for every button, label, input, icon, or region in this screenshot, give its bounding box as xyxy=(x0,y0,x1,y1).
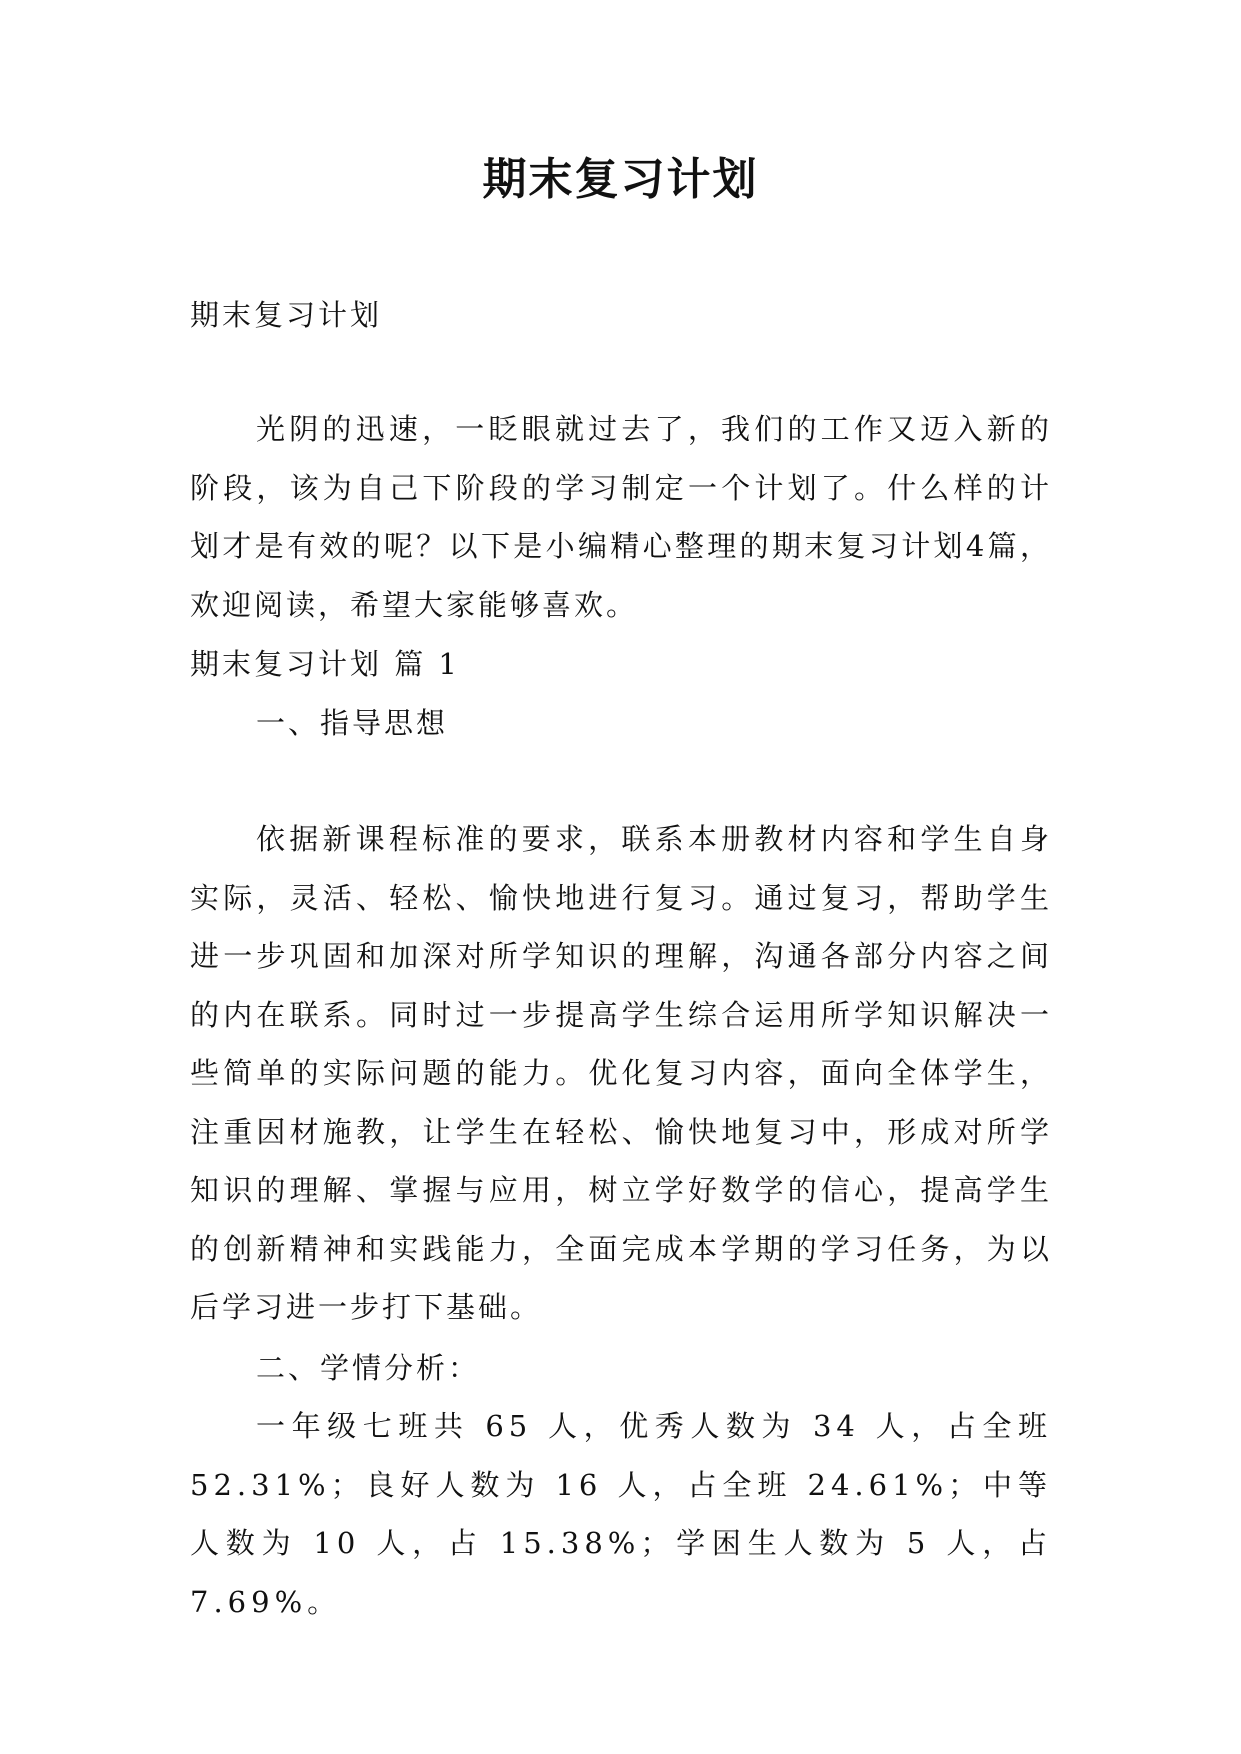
section-heading-learning-analysis: 二、学情分析： xyxy=(256,1351,481,1385)
document-subtitle: 期末复习计划 xyxy=(190,298,383,332)
section-heading-guiding-ideology: 一、指导思想 xyxy=(256,706,449,740)
document-title: 期末复习计划 xyxy=(482,154,759,205)
section-body-guiding-ideology: 依据新课程标准的要求，联系本册教材内容和学生自身实际，灵活、轻松、愉快地进行复习。通过复习，帮助学生进一步巩固和加深对所学知识的理解，沟通各部分内容之间的内在联系。同时过一步提高学生综合运用所学知识解决一些简单的实际问题的能力。优化复习内容，面向全体学生，注重因材施教，让学生在轻松、愉快地复习中，形成对所学知识的理解、掌握与应用，树立学好数学的信心，提高学生的创新精神和实践能力，全面完成本学期的学习任务，为以后学习进一步打下基础。 xyxy=(190,822,1052,1324)
section-body-learning-analysis: 一年级七班共 65 人，优秀人数为 34 人，占全班 52.31%；良好人数为 16 人，占全班 24.61%；中等人数为 10 人，占 15.38%；学困生人数为 5 人，占 7.69%。 xyxy=(190,1409,1052,1619)
intro-paragraph: 光阴的迅速，一眨眼就过去了，我们的工作又迈入新的阶段，该为自己下阶段的学习制定一个计划了。什么样的计划才是有效的呢？以下是小编精心整理的期末复习计划4篇，欢迎阅读，希望大家能够喜欢。 xyxy=(190,412,1052,622)
piece-heading: 期末复习计划 篇 1 xyxy=(190,647,460,681)
